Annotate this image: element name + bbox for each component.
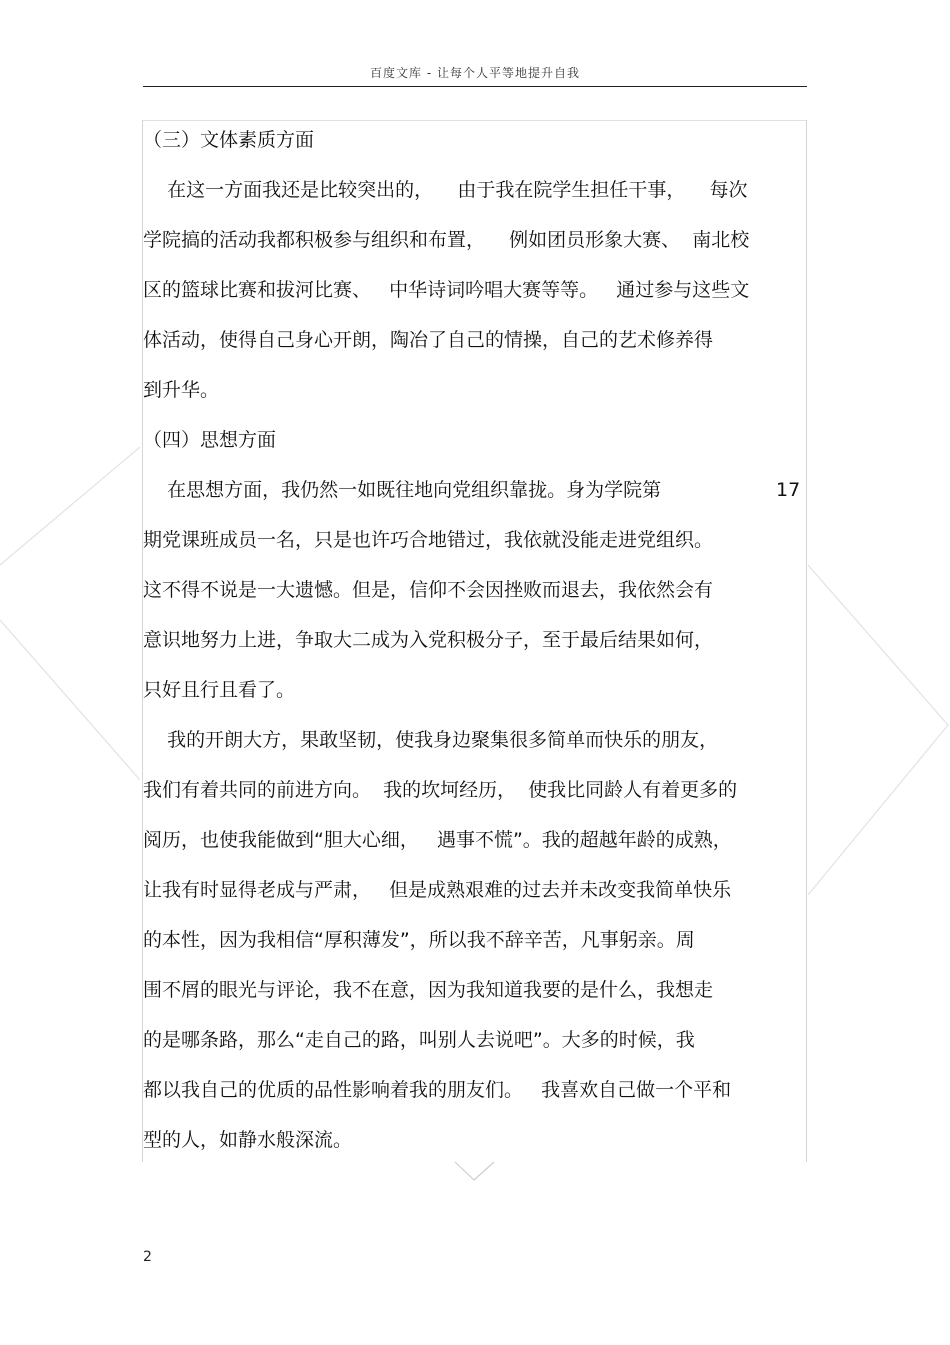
paragraph-line: 的是哪条路，那么“走自己的路，叫别人去说吧”。大多的时候，我	[143, 1029, 695, 1051]
paragraph-line: 在思想方面，我仍然一如既往地向党组织靠拢。身为学院第	[143, 479, 662, 501]
page-header: 百度文库 - 让每个人平等地提升自我	[370, 66, 580, 80]
section-heading-thought: （四）思想方面	[143, 429, 277, 451]
paragraph-line: 学院搞的活动我都积极参与组织和布置， 例如团员形象大赛、 南北校	[143, 229, 750, 251]
text-frame-right	[806, 120, 807, 1162]
paragraph-line: 型的人，如静水般深流。	[143, 1129, 353, 1151]
paragraph-line: 意识地努力上进，争取大二成为入党积极分子，至于最后结果如何，	[143, 629, 714, 651]
period-number: 17	[776, 479, 801, 501]
paragraph-line: 的本性，因为我相信“厚积薄发”，所以我不辞辛苦，凡事躬亲。周	[143, 929, 695, 951]
paragraph-line: 都以我自己的优质的品性影响着我的朋友们。 我喜欢自己做一个平和	[143, 1079, 732, 1101]
paragraph-line: 到升华。	[143, 379, 220, 401]
section-heading-culture: （三）文体素质方面	[143, 129, 315, 151]
paragraph-line: 在这一方面我还是比较突出的， 由于我在院学生担任干事， 每次	[143, 179, 748, 201]
header-divider	[143, 86, 807, 87]
paragraph-line: 区的篮球比赛和拔河比赛、 中华诗词吟唱大赛等等。 通过参与这些文	[143, 279, 750, 301]
paragraph-line: 让我有时显得老成与严肃， 但是成熟艰难的过去并未改变我简单快乐	[143, 879, 732, 901]
paragraph-line: 体活动，使得自己身心开朗，陶冶了自己的情操，自己的艺术修养得	[143, 329, 714, 351]
page-number: 2	[143, 1249, 152, 1265]
paragraph-line: 围不屑的眼光与评论，我不在意，因为我知道我要的是什么，我想走	[143, 979, 714, 1001]
paragraph-line: 我们有着共同的前进方向。 我的坎坷经历， 使我比同龄人有着更多的	[143, 779, 738, 801]
paragraph-line: 只好且行且看了。	[143, 679, 296, 701]
paragraph-line: 我的开朗大方，果敢坚韧，使我身边聚集很多简单而快乐的朋友，	[143, 729, 719, 751]
paragraph-line: 期党课班成员一名，只是也许巧合地错过，我依就没能走进党组织。	[143, 529, 714, 551]
paragraph-line: 这不得不说是一大遗憾。但是，信仰不会因挫败而退去，我依然会有	[143, 579, 714, 601]
paragraph-line: 阅历，也使我能做到“胆大心细， 遇事不慌”。我的超越年龄的成熟，	[143, 829, 732, 851]
